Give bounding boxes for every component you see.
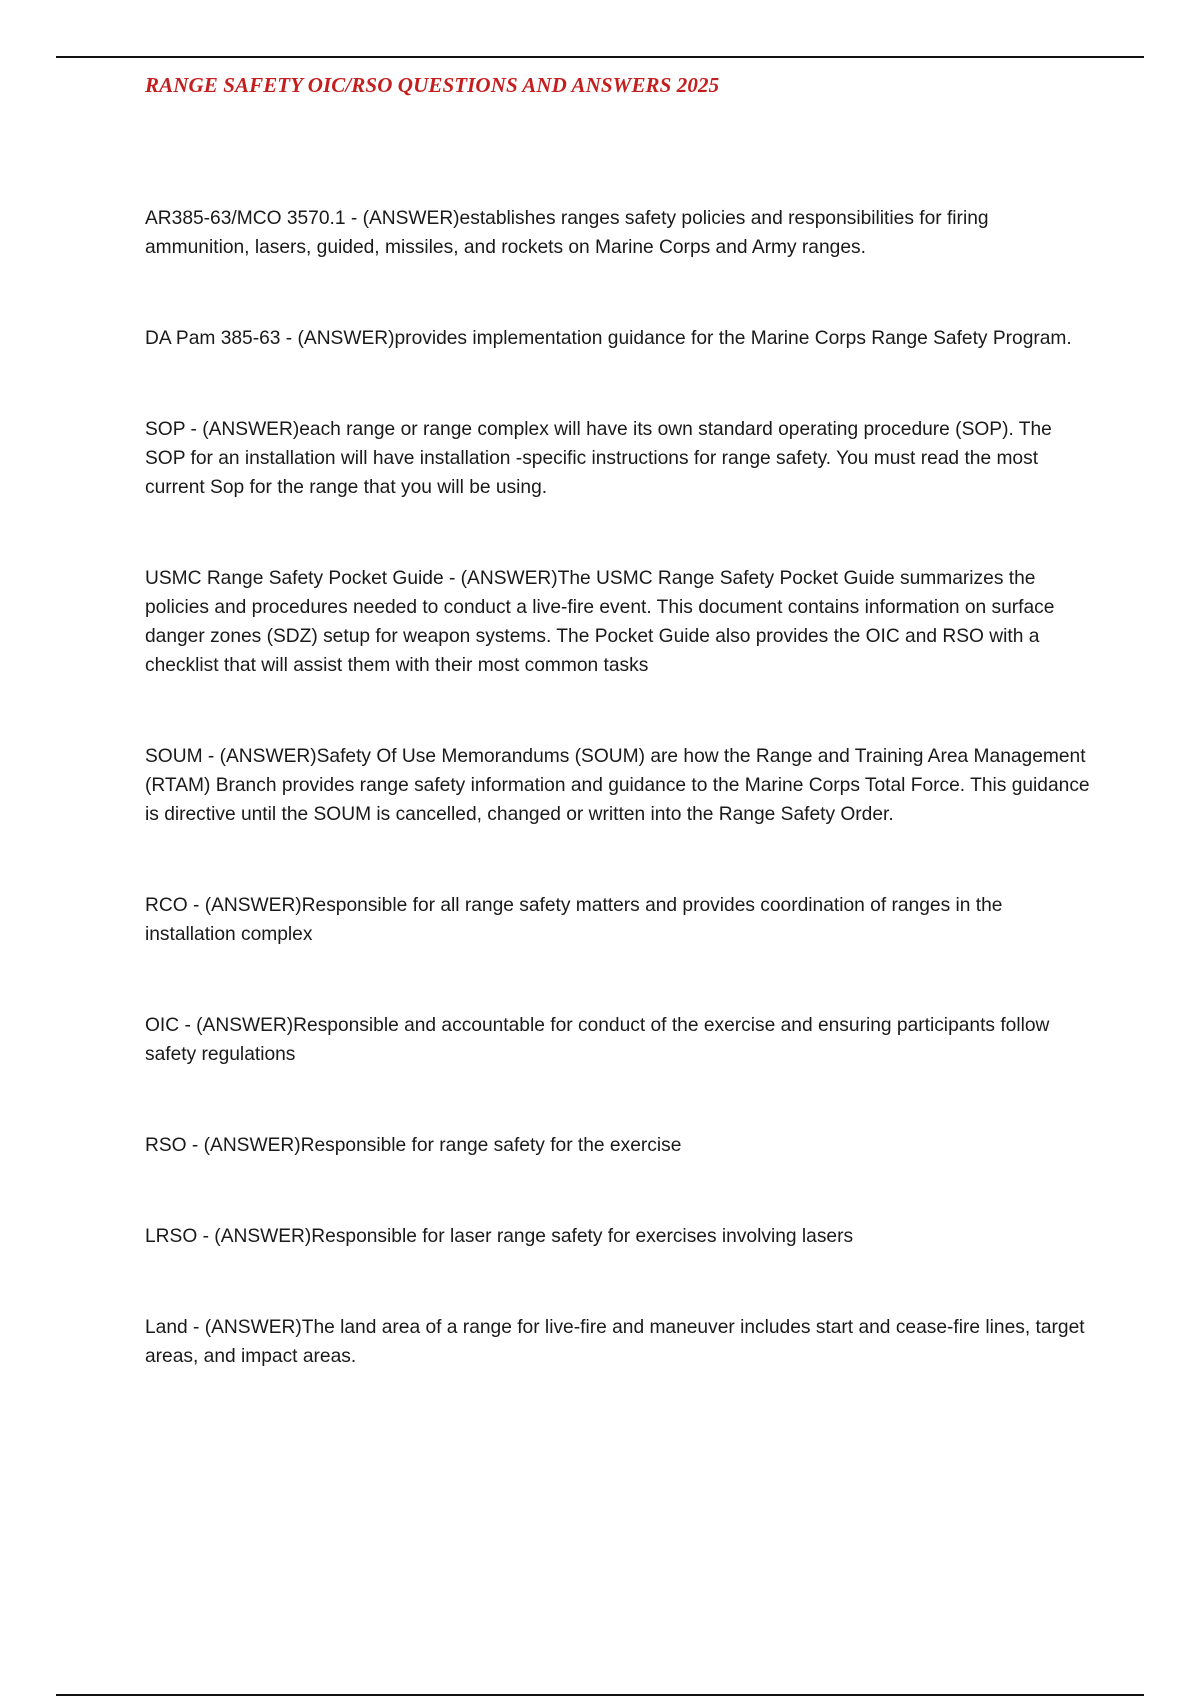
qa-item: LRSO - (ANSWER)Responsible for laser range safety for exercises involving lasers <box>145 1226 854 1247</box>
qa-item: RSO - (ANSWER)Responsible for range safety for the exercise <box>145 1135 682 1156</box>
top-divider <box>56 56 1144 58</box>
document-title: RANGE SAFETY OIC/RSO QUESTIONS AND ANSWERS 2025 <box>145 73 720 97</box>
qa-item: OIC - (ANSWER)Responsible and accountable for conduct of the exercise and ensuring participants follow safety regulations <box>145 1015 1050 1065</box>
qa-item: SOUM - (ANSWER)Safety Of Use Memorandums (SOUM) are how the Range and Training Area Management (RTAM) Branch provides range safety information and guidance to the Marine Corps Total Force. This guidance is directive until the SOUM is cancelled, changed or written into the Range Safety Order. <box>145 746 1090 825</box>
bottom-divider <box>56 1694 1144 1696</box>
qa-list <box>145 204 1090 1371</box>
qa-item: SOP - (ANSWER)each range or range complex will have its own standard operating procedure (SOP). The SOP for an installation will have installation -specific instructions for range safety. You must read the most current Sop for the range that you will be using. <box>145 419 1052 498</box>
qa-item: RCO - (ANSWER)Responsible for all range safety matters and provides coordination of ranges in the installation complex <box>145 895 1003 945</box>
qa-item: AR385-63/MCO 3570.1 - (ANSWER)establishes ranges safety policies and responsibilities for firing ammunition, lasers, guided, missiles, and rockets on Marine Corps and Army ranges. <box>145 208 989 258</box>
qa-item: DA Pam 385-63 - (ANSWER)provides implementation guidance for the Marine Corps Range Safety Program. <box>145 328 1072 349</box>
qa-item: Land - (ANSWER)The land area of a range for live-fire and maneuver includes start and cease-fire lines, target areas, and impact areas. <box>145 1317 1085 1367</box>
qa-item: USMC Range Safety Pocket Guide - (ANSWER)The USMC Range Safety Pocket Guide summarizes the policies and procedures needed to conduct a live-fire event. This document contains information on surface danger zones (SDZ) setup for weapon systems. The Pocket Guide also provides the OIC and RSO with a checklist that will assist them with their most common tasks <box>145 568 1055 676</box>
